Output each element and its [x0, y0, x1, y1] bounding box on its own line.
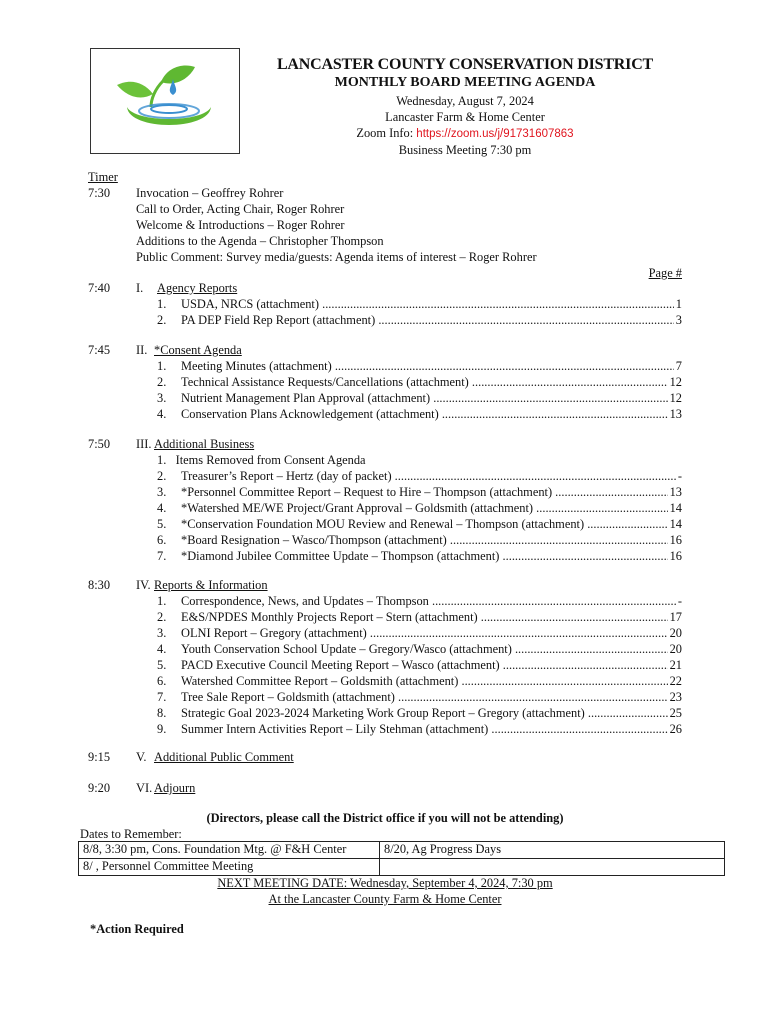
section-title: Additional Business: [154, 437, 255, 451]
table-row: [79, 859, 725, 876]
section-number: III.: [136, 437, 152, 451]
agenda-item: 7. *Diamond Jubilee Committee Update – Thompson (attachment) ..... 16: [157, 548, 682, 564]
section-time: 9:15: [88, 750, 111, 764]
agenda-item: 2. E&S/NPDES Monthly Projects Report – Stern (attachment) ..... 17: [157, 609, 682, 625]
district-name: LANCASTER COUNTY CONSERVATION DISTRICT: [276, 56, 654, 73]
zoom-link[interactable]: https://zoom.us/j/91731607863: [416, 128, 574, 140]
section-number: I.: [136, 281, 144, 295]
agenda-item: 7. Tree Sale Report – Goldsmith (attachment) ..... 23: [157, 689, 682, 705]
agenda-item: 9. Summer Intern Activities Report – Lily Stehman (attachment) ..... 26: [157, 721, 682, 737]
opening-line: Additions to the Agenda – Christopher Thompson: [136, 234, 384, 248]
agenda-item: 6. *Board Resignation – Wasco/Thompson (attachment) ..... 16: [157, 532, 682, 548]
next-meeting-location: At the Lancaster County Farm & Home Center: [268, 892, 502, 906]
section-time: 7:45: [88, 343, 111, 357]
agenda-header: [250, 55, 680, 158]
agenda-item: 4. Youth Conservation School Update – Gregory/Wasco (attachment) ..... 20: [157, 641, 682, 657]
agenda-item-plain: 1. Items Removed from Consent Agenda: [157, 453, 366, 467]
section-title: Additional Public Comment: [154, 750, 294, 764]
directors-note: (Directors, please call the District office if you will not be attending): [206, 811, 564, 825]
leaf-water-drop-icon: [91, 49, 239, 153]
section-time: 9:20: [88, 781, 111, 795]
section-title: Agency Reports: [157, 281, 238, 295]
date-cell: [380, 859, 725, 876]
agenda-item: 1. Correspondence, News, and Updates – Thompson ..... -: [157, 593, 682, 609]
agenda-item: 1. Meeting Minutes (attachment) ..... 7: [157, 358, 682, 374]
action-required-note: *Action Required: [90, 922, 184, 936]
agenda-item: 5. *Conservation Foundation MOU Review and Renewal – Thompson (attachment) ..... 14: [157, 516, 682, 532]
agenda-title: MONTHLY BOARD MEETING AGENDA: [334, 75, 596, 90]
page-number-heading: Page #: [648, 266, 682, 280]
district-logo: [90, 48, 240, 154]
agenda-item: 3. Nutrient Management Plan Approval (attachment) ..... 12: [157, 390, 682, 406]
business-meeting-time: Business Meeting 7:30 pm: [398, 143, 532, 157]
section-title: Reports & Information: [154, 578, 268, 592]
opening-time: 7:30: [88, 186, 111, 200]
opening-line: Call to Order, Acting Chair, Roger Rohrer: [136, 202, 345, 216]
opening-line: Invocation – Geoffrey Rohrer: [136, 186, 284, 200]
agenda-item: 8. Strategic Goal 2023-2024 Marketing Work Group Report – Gregory (attachment) ..... 25: [157, 705, 682, 721]
agenda-item: 3. OLNI Report – Gregory (attachment) ..... 20: [157, 625, 682, 641]
zoom-info: [250, 125, 680, 142]
table-row: [79, 842, 725, 859]
date-cell: 8/8, 3:30 pm, Cons. Foundation Mtg. @ F&H Center: [79, 842, 380, 859]
agenda-item: 4. Conservation Plans Acknowledgement (attachment) ..... 13: [157, 406, 682, 422]
agenda-item: 2. Technical Assistance Requests/Cancellations (attachment) ..... 12: [157, 374, 682, 390]
dates-label: Dates to Remember:: [80, 827, 182, 841]
agenda-item: 2. Treasurer’s Report – Hertz (day of packet) ..... -: [157, 468, 682, 484]
opening-line: Welcome & Introductions – Roger Rohrer: [136, 218, 345, 232]
section-time: 8:30: [88, 578, 111, 592]
section-number: VI.: [136, 781, 153, 795]
agenda-item: 5. PACD Executive Council Meeting Report – Wasco (attachment) ..... 21: [157, 657, 682, 673]
dates-table: [78, 841, 725, 876]
meeting-location: Lancaster Farm & Home Center: [385, 110, 545, 124]
next-meeting: [0, 875, 770, 907]
zoom-label: Zoom Info:: [356, 126, 417, 140]
date-cell: 8/20, Ag Progress Days: [380, 842, 725, 859]
section-title: *Consent Agenda: [154, 343, 242, 357]
agenda-item: 2. PA DEP Field Rep Report (attachment) ..... 3: [157, 312, 682, 328]
meeting-date: Wednesday, August 7, 2024: [396, 94, 534, 108]
agenda-item: 3. *Personnel Committee Report – Request to Hire – Thompson (attachment) ..... 13: [157, 484, 682, 500]
timer-label: Timer: [88, 170, 118, 184]
section-number: II.: [136, 343, 148, 357]
section-time: 7:50: [88, 437, 111, 451]
section-title: Adjourn: [154, 781, 196, 795]
agenda-item: 4. *Watershed ME/WE Project/Grant Approval – Goldsmith (attachment) ..... 14: [157, 500, 682, 516]
opening-line: Public Comment: Survey media/guests: Agenda items of interest – Roger Rohrer: [136, 250, 537, 264]
section-time: 7:40: [88, 281, 111, 295]
section-number: IV.: [136, 578, 151, 592]
agenda-item: 1. USDA, NRCS (attachment) ..... 1: [157, 296, 682, 312]
next-meeting-date: NEXT MEETING DATE: Wednesday, September 4, 2024, 7:30 pm: [217, 876, 553, 890]
date-cell: 8/ , Personnel Committee Meeting: [79, 859, 380, 876]
agenda-item: 6. Watershed Committee Report – Goldsmith (attachment) ..... 22: [157, 673, 682, 689]
section-number: V.: [136, 750, 147, 764]
